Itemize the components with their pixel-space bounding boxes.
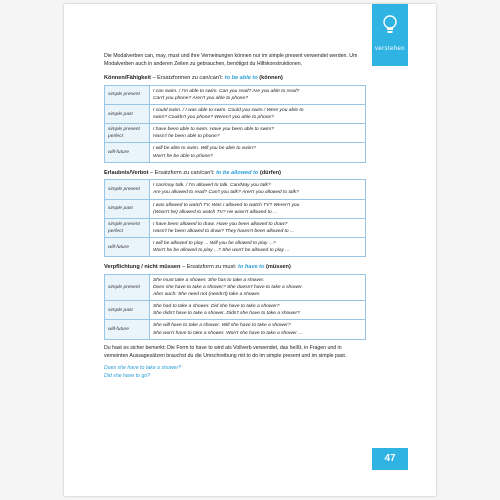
example-line: I will be able to swim. Will you be able to swim? (153, 146, 256, 152)
heading-part: to be able to (224, 75, 258, 82)
tense-label: will-future (105, 237, 150, 256)
example-line: I have been able to swim. Have you been able to swim? (153, 127, 274, 133)
heading-part: – Ersatzformen zu can/can't: (150, 75, 225, 82)
table-row (105, 124, 366, 143)
example-cell (150, 105, 366, 124)
example-line: swim? Couldn't you phone? Weren't you able to phone? (153, 115, 274, 121)
heading-part: to be allowed to (216, 169, 259, 176)
grammar-table (104, 85, 366, 163)
heading-part: – Ersatzform zu can/can't: (148, 169, 217, 176)
example-question: Did she have to go? (104, 372, 151, 379)
tense-label: simple present perfect (105, 218, 150, 237)
tense-label: simple past (105, 199, 150, 218)
tense-label: will-future (105, 143, 150, 162)
heading-part: Erlaubnis/Verbot (104, 169, 149, 176)
table-row (105, 237, 366, 256)
table-row (105, 105, 366, 124)
side-tab (372, 4, 408, 66)
example-line: I can/may talk. / I'm allowed to talk. Can/May you talk? (153, 183, 271, 189)
example-line: Can't you phone? Aren't you able to phone? (153, 95, 248, 101)
table-row (105, 85, 366, 104)
lightbulb-icon (382, 14, 398, 36)
tense-label: will-future (105, 320, 150, 339)
section-heading (104, 169, 366, 178)
example-cell (150, 85, 366, 104)
example-cell (150, 218, 366, 237)
example-line: I have been allowed to draw. Have you been allowed to draw? (153, 221, 288, 227)
tense-label: simple present perfect (105, 124, 150, 143)
example-cell (150, 143, 366, 162)
example-cell (150, 301, 366, 320)
table-row (105, 180, 366, 199)
table-row (105, 274, 366, 300)
side-tab-label: verstehen (375, 46, 405, 52)
section-heading (104, 74, 366, 83)
example-line: Hasn't he been able to phone? (153, 134, 220, 140)
example-line: She had to take a shower. Did she have to take a shower? (153, 304, 280, 310)
tense-label: simple present (105, 274, 150, 300)
heading-part: Verpflichtung / nicht müssen (104, 264, 181, 271)
heading-part: to have to (237, 264, 265, 271)
example-line: I will be allowed to play ... Will you be allowed to play ...? (153, 240, 276, 246)
example-line: Aber auch: She need not (needn't) take a shower. (153, 292, 261, 298)
table-row (105, 218, 366, 237)
heading-part: Können/Fähigkeit (104, 75, 151, 82)
example-line: She didn't have to take a shower. Didn't she have to take a shower? (153, 311, 300, 317)
example-line: She will have to take a shower. Will she have to take a shower? (153, 323, 291, 329)
example-line: She must take a shower. She has to take a shower. (153, 277, 265, 283)
example-line: Are you allowed to read? Can't you talk? Aren't you allowed to talk? (153, 190, 299, 196)
heading-part: (müssen) (264, 264, 291, 271)
tense-label: simple past (105, 105, 150, 124)
heading-part: – Ersatzform zu must: (180, 264, 238, 271)
example-cell (150, 237, 366, 256)
tense-label: simple past (105, 301, 150, 320)
example-line: Does she have to take a shower? She doesn't have to take a shower. (153, 284, 304, 290)
example-line: Won't he be able to phone? (153, 153, 213, 159)
footer-examples (104, 364, 366, 380)
example-line: Hasn't he been allowed to draw? They haven't been allowed to ... (153, 228, 295, 234)
example-question: Does she have to take a shower? (104, 364, 181, 371)
example-line: I could swim. / I was able to swim. Could you swim / Were you able to (153, 108, 304, 113)
example-cell (150, 320, 366, 339)
grammar-table (104, 274, 366, 340)
footer-paragraph: Du hast es sicher bemerkt: Die Form to have to wird als Vollverb verwendet, das heißt, in Fragen und in verneinten Aussagesätzen brauchst du die Umschreibung mit to do im simple present und im simple past. (104, 344, 347, 359)
example-line: Won't he be allowed to play ...? She won't be allowed to play ... (153, 248, 290, 254)
table-row (105, 301, 366, 320)
example-cell (150, 199, 366, 218)
example-cell (150, 180, 366, 199)
tense-label: simple present (105, 180, 150, 199)
table-row (105, 320, 366, 339)
example-cell (150, 274, 366, 300)
tense-label: simple present (105, 85, 150, 104)
example-line: I was allowed to watch TV. Was I allowed to watch TV? Weren't you (153, 202, 300, 208)
page-number: 47 (372, 448, 408, 470)
heading-part: (dürfen) (258, 169, 282, 176)
example-cell (150, 124, 366, 143)
content (104, 52, 366, 380)
example-line: She won't have to take a shower. Won't she have to take a shower ... (153, 330, 303, 336)
grammar-table (104, 179, 366, 257)
heading-part: (können) (257, 75, 283, 82)
table-row (105, 143, 366, 162)
intro-paragraph: Die Modalverben can, may, must und ihre Verneinungen können nur im simple present verwendet werden. Um Modalverben auch in anderen Zeiten zu gebrauchen, benötigst du Hilfskonstruktionen. (104, 53, 358, 68)
example-line: (Wasn't he) allowed to watch TV? He wasn't allowed to ... (153, 209, 278, 215)
example-line: I can swim. / I'm able to swim. Can you read? Are you able to read? (153, 88, 300, 94)
table-row (105, 199, 366, 218)
section-heading (104, 263, 366, 272)
